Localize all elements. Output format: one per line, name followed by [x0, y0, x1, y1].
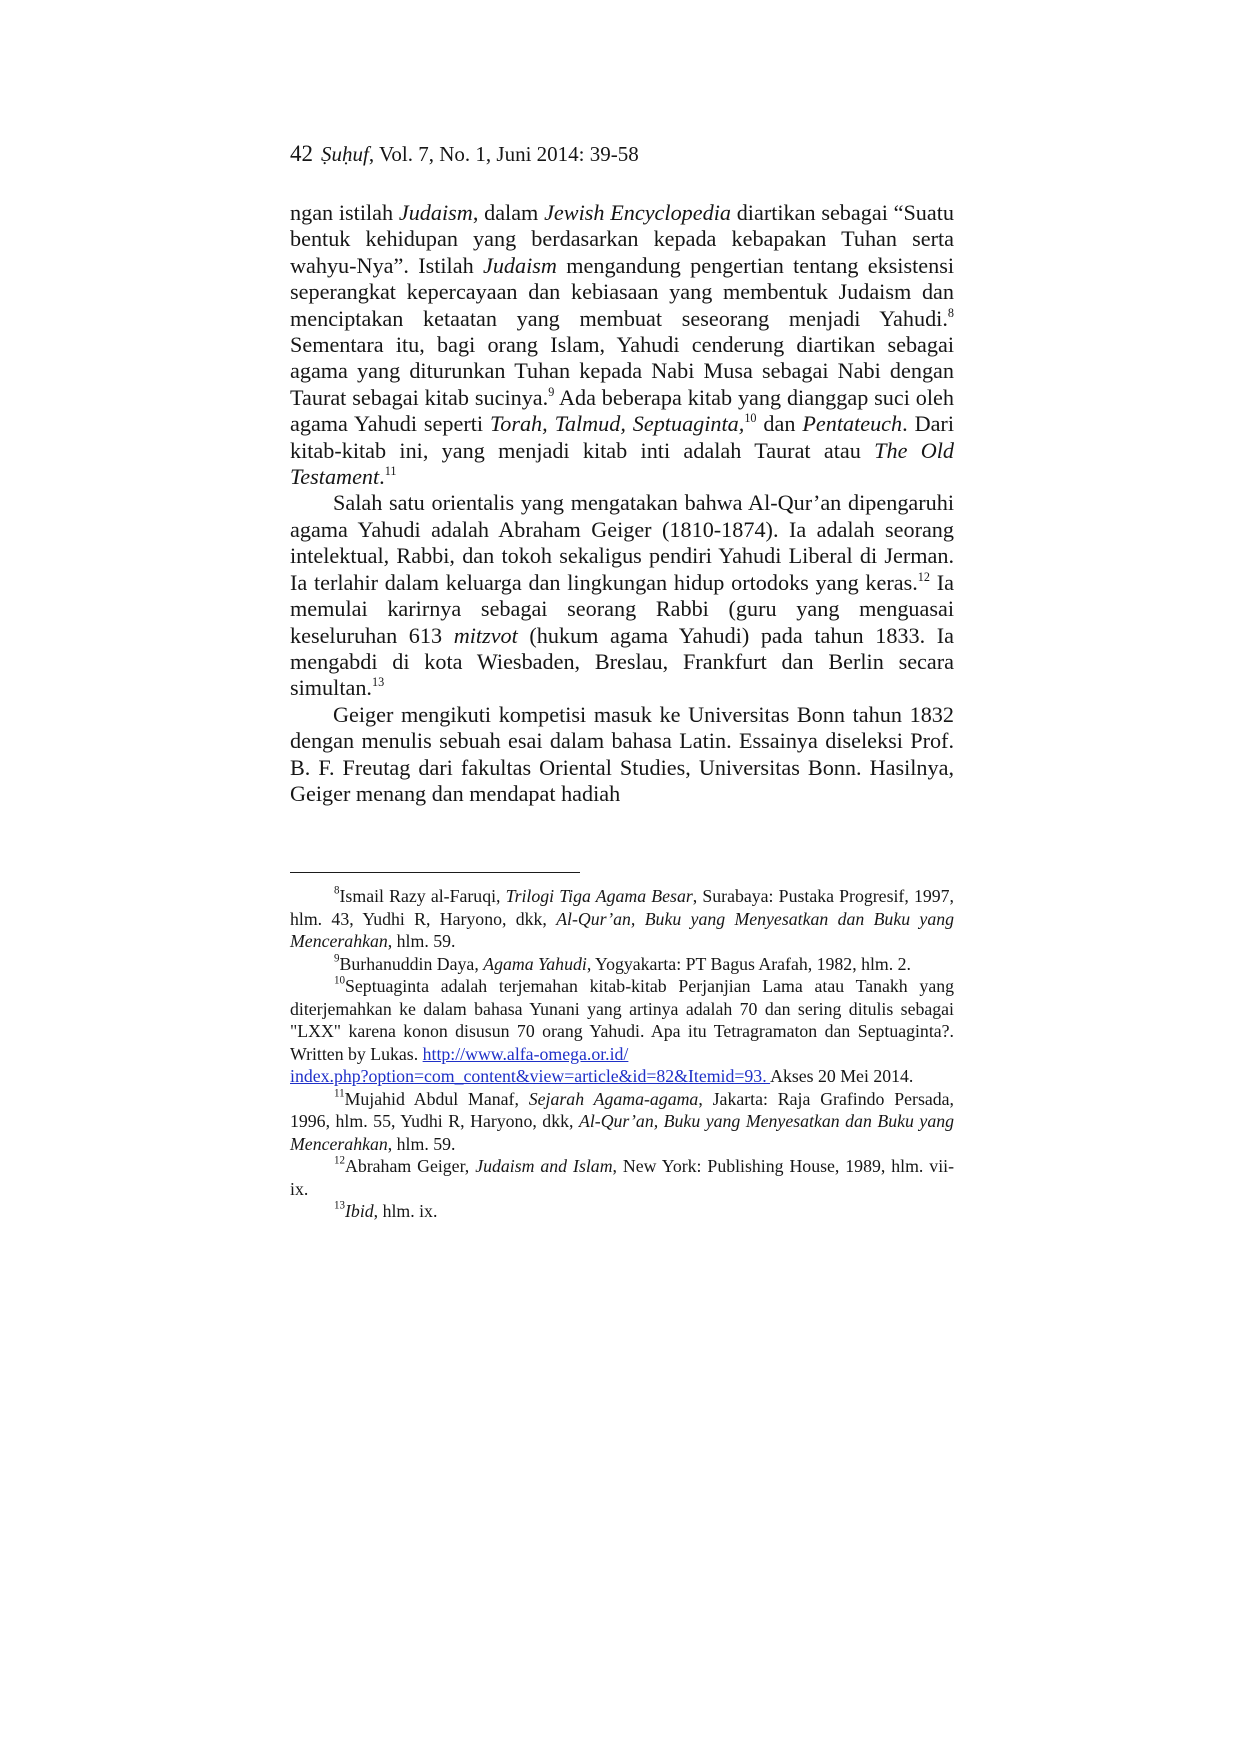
- text-run: , Surabaya: Pustaka Progresif, 1997, hlm. 43, Yudhi R, Haryono, dkk,: [290, 886, 954, 929]
- italic-term: The Old Testament: [290, 437, 955, 490]
- italic-title: Al-Qur’an, Buku yang Menyesatkan dan Buku yang Mencerahkan: [290, 1111, 955, 1154]
- text-run: , hlm. ix.: [373, 1201, 438, 1221]
- footnote-ref-8[interactable]: 8: [947, 305, 954, 320]
- italic-title: Al-Qur’an, Buku yang Menyesatkan dan Buku yang Mencerahkan: [290, 908, 954, 951]
- footnote-ref-12[interactable]: 12: [917, 569, 930, 584]
- text-run: ngan istilah: [290, 200, 399, 225]
- text-run: Ia memulai karirnya sebagai seorang Rabbi (guru yang menguasai keseluruhan 613: [290, 569, 954, 648]
- journal-title: Ṣuḥuf: [321, 142, 369, 166]
- text-run: .: [379, 464, 385, 490]
- text-run: Sementara itu, bagi orang Islam, Yahudi cenderung diartikan sebagai agama yang diturunkan Tuhan kepada Nabi Musa sebagai Nabi dengan Taurat sebagai kitab sucinya.: [290, 332, 954, 410]
- footnote-ref-9[interactable]: 9: [548, 384, 555, 399]
- text-run: Ada beberapa kitab yang dianggap suci oleh agama Yahudi seperti: [290, 384, 954, 437]
- text-run: dan: [756, 411, 803, 437]
- paragraph-2: [290, 490, 954, 701]
- footnote-13: [290, 1200, 954, 1223]
- text-run: , dalam: [472, 200, 545, 225]
- text-run: Abraham Geiger,: [345, 1156, 476, 1176]
- text-run: mengandung pengertian tentang eksistensi seperangkat kepercayaan dan kebiasaan yang membentuk Judaism dan menciptakan ketaatan yang membuat seseorang menjadi Yahudi.: [290, 252, 954, 331]
- italic-term: Judaism: [482, 252, 557, 278]
- text-run: , Jakarta: Raja Grafindo Persada, 1996, hlm. 55, Yudhi R, Haryono, dkk,: [290, 1088, 955, 1131]
- text-run: Burhanuddin Daya,: [339, 953, 484, 974]
- footnote-ref-11[interactable]: 11: [384, 463, 397, 478]
- footnote-12: [290, 1155, 954, 1200]
- text-run: diartikan sebagai “Suatu bentuk kehidupan yang berdasarkan kepada kebapakan Tuhan serta wahyu-Nya”. Istilah: [290, 200, 954, 278]
- text-run: , hlm. 59.: [387, 931, 456, 951]
- text-run: Mujahid Abdul Manaf,: [344, 1088, 529, 1109]
- link-text: http://www.alfa-omega.or.id/: [422, 1043, 629, 1064]
- italic-title: Trilogi Tiga Agama Besar: [505, 886, 693, 906]
- italic-term: Torah, Talmud, Septuaginta,: [489, 411, 745, 437]
- footnote-number: 11: [334, 1087, 345, 1100]
- text-run: Ismail Razy al-Faruqi,: [339, 886, 506, 906]
- running-header: [290, 140, 639, 168]
- footnote-number: 12: [334, 1154, 346, 1167]
- page-number: 42: [290, 141, 313, 166]
- italic-term: mitzvot: [453, 622, 518, 648]
- text-run: , hlm. 59.: [387, 1133, 456, 1154]
- italic-term: Pentateuch: [802, 411, 903, 437]
- text-run: . Dari kitab-kitab ini, yang menjadi kitab inti adalah Taurat atau: [290, 411, 954, 463]
- italic-title: Ibid: [345, 1201, 374, 1221]
- paragraph-3: [290, 702, 954, 808]
- italic-title: Sejarah Agama-agama: [528, 1088, 699, 1109]
- footnote-ref-13[interactable]: 13: [371, 675, 385, 690]
- text-run: (hukum agama Yahudi) pada tahun 1833. Ia mengabdi di kota Wiesbaden, Breslau, Frankfurt dan Berlin secara simultan.: [290, 622, 955, 701]
- journal-citation: , Vol. 7, No. 1, Juni 2014: 39-58: [368, 142, 639, 166]
- text-run: , New York: Publishing House, 1989, hlm. vii-ix.: [290, 1156, 954, 1199]
- italic-term: Jewish Encyclopedia: [544, 200, 731, 225]
- footnote-separator: [290, 872, 580, 873]
- italic-title: Judaism and Islam: [475, 1156, 613, 1176]
- footnote-number: 8: [334, 884, 340, 897]
- text-run: Septuaginta adalah terjemahan kitab-kitab Perjanjian Lama atau Tanakh yang diterjemahkan ke dalam bahasa Yunani yang artinya adalah 70 dan sering ditulis sebagai "LXX" karena konon disusun 70 orang Yahudi. Apa itu Tetragramaton dan Septuaginta?. Written by Lukas.: [290, 976, 954, 1064]
- footnote-number: 10: [334, 974, 346, 987]
- footnote-8: [290, 885, 954, 953]
- paragraph-1: [290, 200, 954, 490]
- footnote-ref-10[interactable]: 10: [744, 411, 757, 426]
- footnote-9: [290, 953, 954, 976]
- footnote-10: [290, 975, 954, 1088]
- footnote-number: 13: [334, 1199, 346, 1212]
- text-run: Salah satu orientalis yang mengatakan bahwa Al-Qur’an dipengaruhi agama Yahudi adalah Abraham Geiger (1810-1874). Ia adalah seorang intelektual, Rabbi, dan tokoh sekaligus pendiri Yahudi Liberal di Jerman. Ia terlahir dalam keluarga dan lingkungan hidup ortodoks yang keras.: [290, 490, 954, 595]
- footnote-11: [290, 1088, 954, 1156]
- main-text: [290, 200, 954, 807]
- footnote-number: 9: [334, 952, 340, 965]
- footnotes: [290, 885, 954, 1223]
- text-run: , Yogyakarta: PT Bagus Arafah, 1982, hlm. 2.: [586, 953, 911, 974]
- text-run: Geiger mengikuti kompetisi masuk ke Universitas Bonn tahun 1832 dengan menulis sebuah esai dalam bahasa Latin. Essainya diseleksi Prof. B. F. Freutag dari fakultas Oriental Studies, Universitas Bonn. Hasilnya, Geiger menang dan mendapat hadiah: [290, 701, 954, 806]
- link-text: index.php?option=com_content&view=article&id=82&Itemid=93.: [290, 1066, 771, 1086]
- text-run: Akses 20 Mei 2014.: [770, 1066, 914, 1086]
- italic-title: Agama Yahudi: [483, 953, 587, 974]
- italic-term: Judaism: [398, 200, 473, 225]
